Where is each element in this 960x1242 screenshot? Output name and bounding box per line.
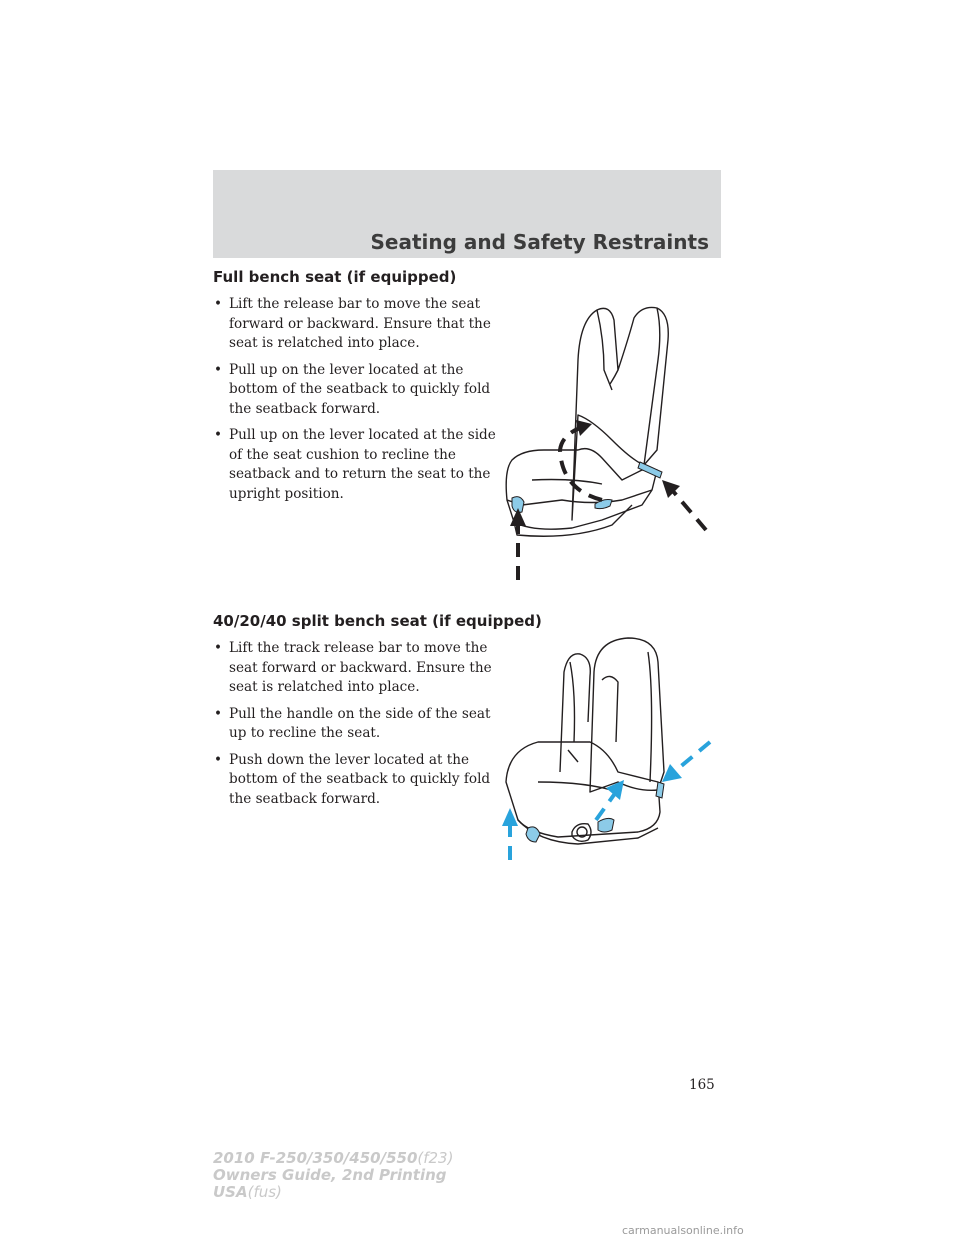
- split-bench-seat-illustration: [498, 632, 720, 864]
- footer-print-info: 2010 F-250/350/450/550(f23) Owners Guide, 2nd Printing USA(fus): [213, 1149, 454, 1201]
- list-item: • Lift the release bar to move the seat forward or backward. Ensure that the seat is relatched into place.: [214, 296, 491, 351]
- bullet-list: [213, 639, 503, 809]
- list-item: • Pull up on the lever located at the bottom of the seatback to quickly fold the seatback forward.: [214, 361, 491, 417]
- section-header-title: Seating and Safety Restraints: [370, 230, 709, 254]
- list-item: • Pull up on the lever located at the side of the seat cushion to recline the seatback and to return the seat to the upright position.: [214, 427, 496, 502]
- section-title: Full bench seat (if equipped): [213, 268, 457, 286]
- section-header-bar: [213, 170, 721, 258]
- list-item: • Lift the track release bar to move the seat forward or backward. Ensure the seat is relatched into place.: [214, 640, 492, 695]
- bullet-list: [213, 295, 503, 504]
- list-item: • Push down the lever located at the bottom of the seatback to quickly fold the seatback forward.: [214, 751, 491, 807]
- list-item: • Pull the handle on the side of the seat up to recline the seat.: [214, 705, 491, 741]
- watermark: carmanualsonline.info: [622, 1224, 744, 1237]
- page-number: 165: [689, 1077, 715, 1093]
- section-split-bench-seat: [213, 612, 542, 816]
- section-full-bench-seat: [213, 268, 503, 511]
- full-bench-seat-illustration: [492, 300, 722, 585]
- section-title: 40/20/40 split bench seat (if equipped): [213, 612, 542, 630]
